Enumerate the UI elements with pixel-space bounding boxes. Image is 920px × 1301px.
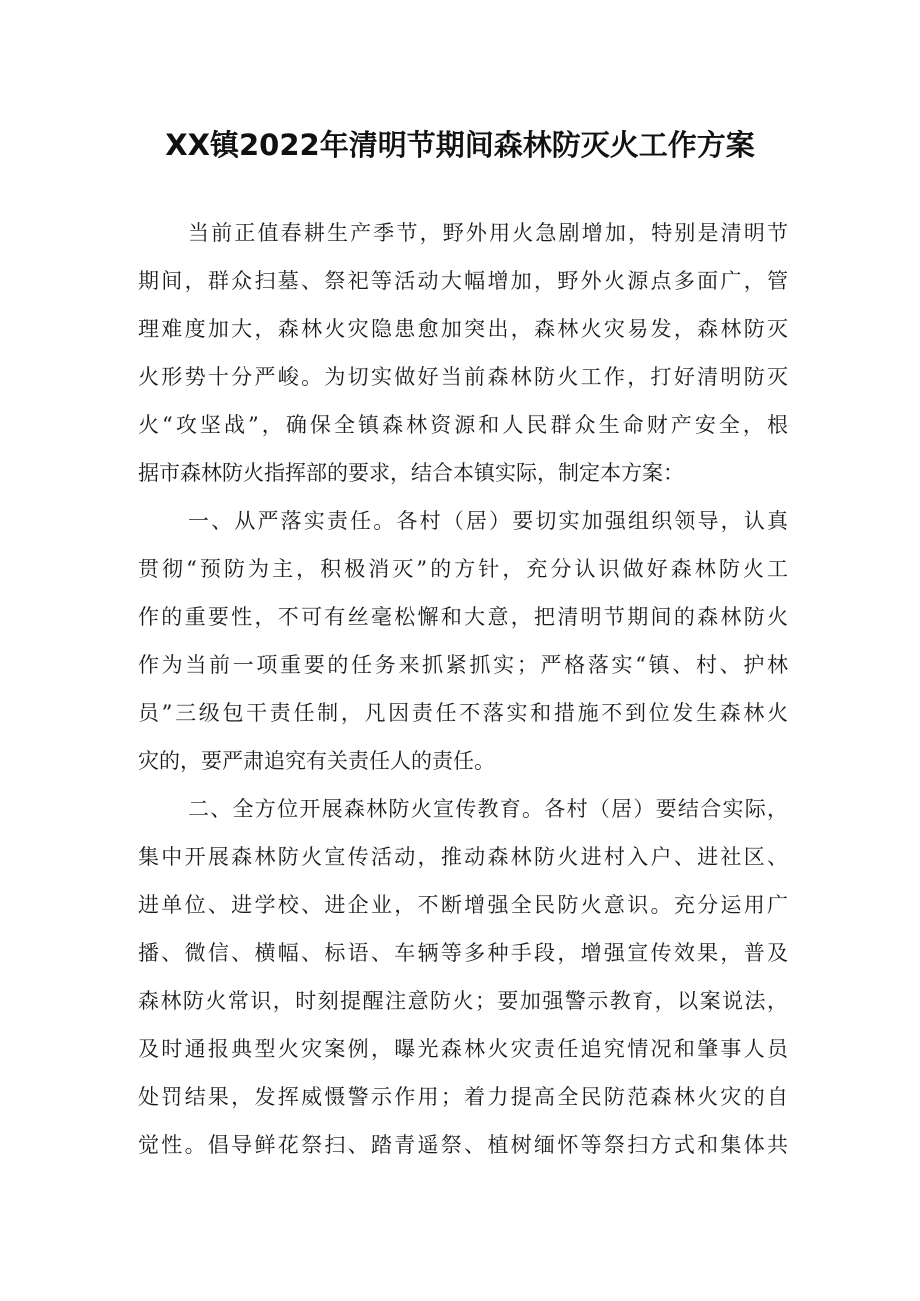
- text-line-p1-5: 火“攻坚战”，确保全镇森林资源和人民群众生命财产安全，根: [138, 413, 788, 437]
- text-line-p1-3: 理难度加大，森林火灾隐患愈加突出，森林火灾易发，森林防灭: [138, 317, 788, 341]
- text-line-p3-4: 播、微信、横幅、标语、车辆等多种手段，增强宣传效果，普及: [138, 941, 788, 965]
- text-line-p2-4: 作为当前一项重要的任务来抓紧抓实；严格落实“镇、村、护林: [138, 653, 788, 677]
- text-line-p3-3: 进单位、进学校、进企业，不断增强全民防火意识。充分运用广: [138, 893, 788, 917]
- text-line-p2-5: 员”三级包干责任制，凡因责任不落实和措施不到位发生森林火: [138, 701, 788, 725]
- text-line-p3-7: 处罚结果，发挥威慑警示作用；着力提高全民防范森林火灾的自: [138, 1085, 788, 1109]
- text-line-p3-8: 觉性。倡导鲜花祭扫、踏青遥祭、植树缅怀等祭扫方式和集体共: [138, 1133, 788, 1157]
- document-title: XX镇2022年清明节期间森林防灭火工作方案: [165, 128, 755, 162]
- text-line-p2-6: 灾的，要严肃追究有关责任人的责任。: [138, 749, 495, 773]
- text-line-p2-3: 作的重要性，不可有丝毫松懈和大意，把清明节期间的森林防火: [138, 605, 788, 629]
- text-line-p1-1: 当前正值春耕生产季节，野外用火急剧增加，特别是清明节: [188, 221, 788, 245]
- text-line-p2-2: 贯彻“预防为主，积极消灭”的方针，充分认识做好森林防火工: [138, 557, 788, 581]
- text-line-p2-1: 一、从严落实责任。各村（居）要切实加强组织领导，认真: [188, 509, 788, 533]
- text-line-p1-6: 据市森林防火指挥部的要求，结合本镇实际，制定本方案：: [138, 461, 684, 485]
- text-line-p3-6: 及时通报典型火灾案例，曝光森林火灾责任追究情况和肇事人员: [138, 1037, 788, 1061]
- text-line-p3-2: 集中开展森林防火宣传活动，推动森林防火进村入户、进社区、: [138, 845, 788, 869]
- text-line-p3-5: 森林防火常识，时刻提醒注意防火；要加强警示教育，以案说法，: [138, 989, 788, 1013]
- text-line-p1-4: 火形势十分严峻。为切实做好当前森林防火工作，打好清明防灭: [138, 365, 788, 389]
- text-line-p3-1: 二、全方位开展森林防火宣传教育。各村（居）要结合实际，: [188, 797, 788, 821]
- text-line-p1-2: 期间，群众扫墓、祭祀等活动大幅增加，野外火源点多面广，管: [138, 269, 788, 293]
